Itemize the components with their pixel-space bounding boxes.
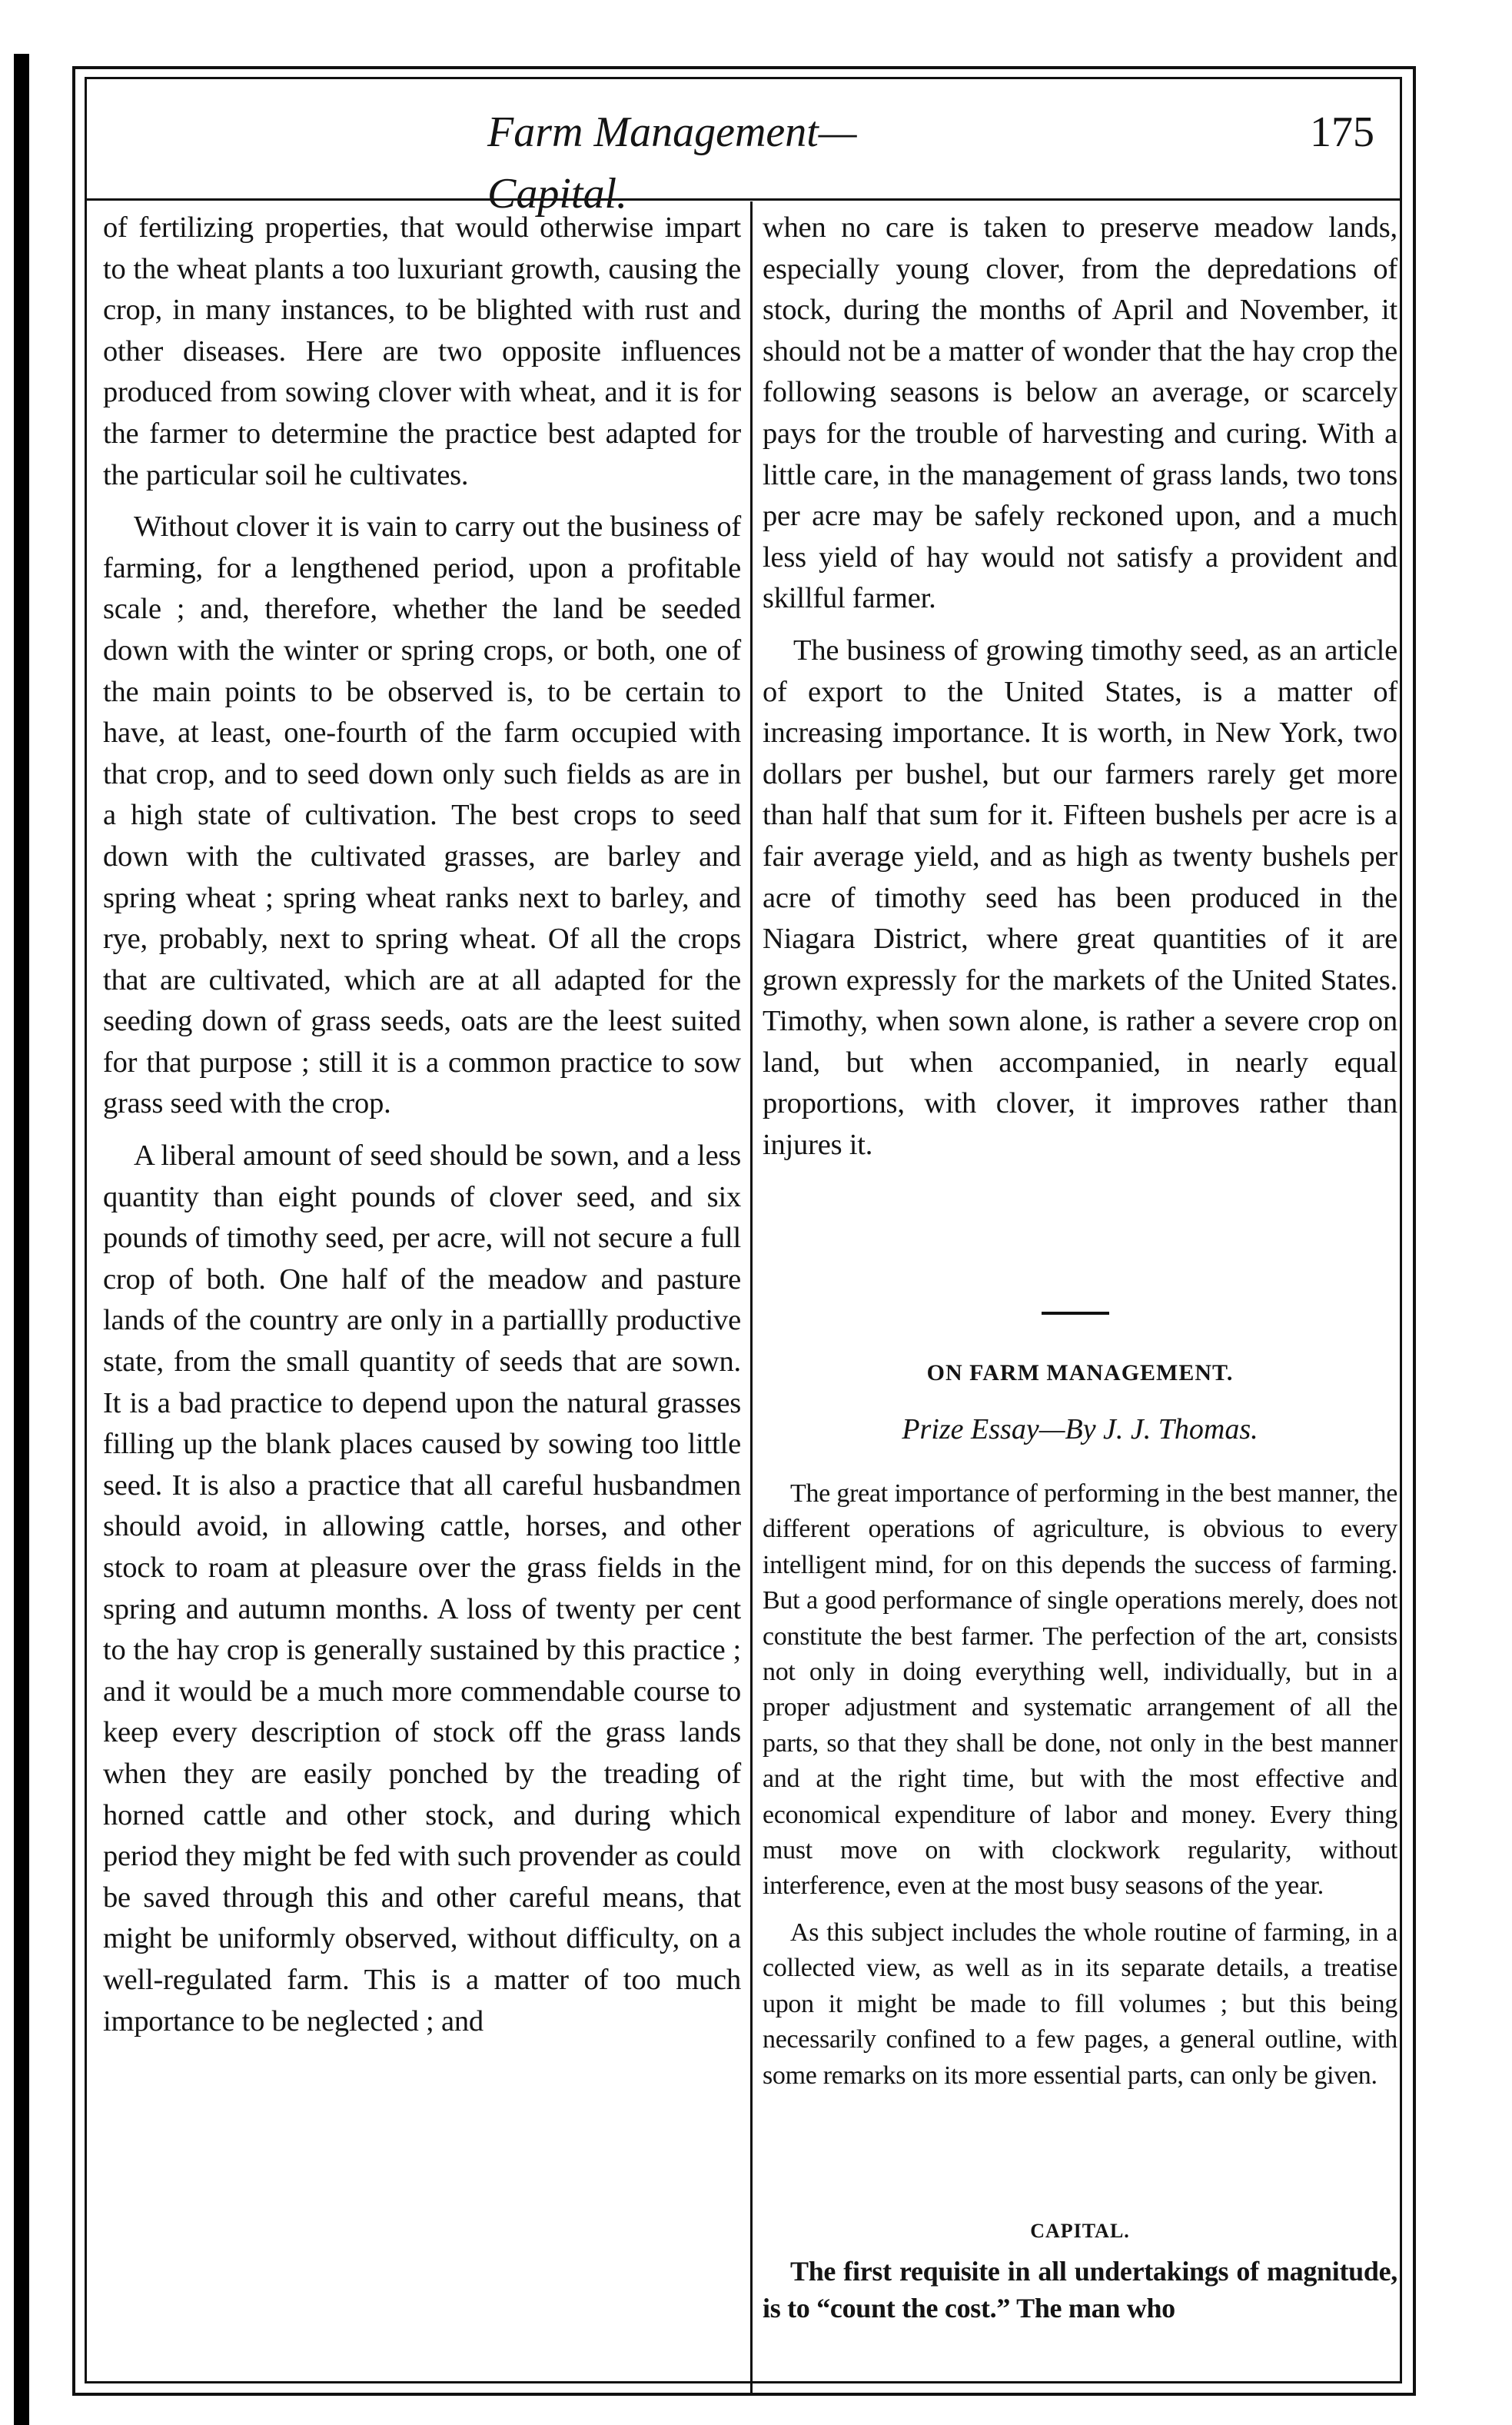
paragraph: of fertilizing properties, that would otherwise impart to the wheat plants a too luxuriant growth, causing the crop, in many instances, to be blighted with rust and other diseases. Here are two opposite influences produced from sowing clover with wheat, and it is for the farmer to determine the practice best adapted for the particular soil he cultivates. <box>103 211 741 491</box>
paragraph: The great importance of performing in the best manner, the different operations of agriculture, is obvious to every intelligent mind, for on this depends the success of farming. But a good performance of single operations merely, does not constitute the best farmer. The perfection of the art, consists not only in doing everything well, individually, but in a proper adjustment and systematic arrangement of all the parts, so that they shall be done, not only in the best manner and at the right time, but with the most effective and economical expenditure of labor and money. Every thing must move on with clockwork regularity, without interference, even at the most busy seasons of the year. <box>763 1479 1397 1901</box>
running-title: Farm Management—Capital. <box>487 108 857 218</box>
section-divider-rule <box>1042 1312 1109 1315</box>
book-spine-shadow <box>14 54 29 2425</box>
footer-rule <box>85 2393 1407 2396</box>
capital-section <box>763 2253 1397 2327</box>
subheading-capital: CAPITAL. <box>1030 2220 1130 2242</box>
paragraph: The business of growing timothy seed, as an article of export to the United States, is a matter of increasing importance. It is worth, in New York, two dollars per bushel, but our farmers rarely get more than half that sum for it. Fifteen bushels per acre is a fair average yield, and as high as twenty bushels per acre of timothy seed has been produced in the Niagara District, where great quantities of it are grown expressly for the markets of the United States. Timothy, when sown alone, is rather a severe crop on land, but when accompanied, in nearly equal proportions, with clover, it improves rather than injures it. <box>763 634 1397 1162</box>
paragraph: A liberal amount of seed should be sown, and a less quantity than eight pounds of clover seed, and six pounds of timothy seed, per acre, will not secure a full crop of both. One half of the meadow and pasture lands of the country are only in a partiallly productive state, from the small quantity of seeds that are sown. It is a bad practice to depend upon the natural grasses filling up the blank places caused by sowing too little seed. It is also a practice that all careful husbandmen should avoid, in allowing cattle, horses, and other stock to roam at pleasure over the grass fields in the spring and autumn months. A loss of twenty per cent to the hay crop is generally sustained by this practice ; and it would be a much more commendable course to keep every description of stock off the grass lands when they are easily ponched by the treading of horned cattle and other stock, and during which period they might be fed with such provender as could be saved through this and other careful means, that might be uniformly observed, without difficulty, on a well-regulated farm. This is a matter of too much importance to be neglected ; and <box>103 1139 741 2037</box>
essay-byline: Prize Essay—By J. J. Thomas. <box>902 1413 1258 1445</box>
paragraph: As this subject includes the whole routine of farming, in a collected view, as well as in its separate details, a treatise upon it might be made to fill volumes ; but this being necessarily confined to a few pages, a general outline, with some remarks on its more essential parts, can only be given. <box>763 1918 1397 2090</box>
column-divider <box>750 201 753 2393</box>
paragraph: Without clover it is vain to carry out the business of farming, for a lengthened period, upon a profitable scale ; and, therefore, whether the land be seeded down with the winter or spring crops, or both, one of the main points to be observed is, to be certain to have, at least, one-fourth of the farm occupied with that crop, and to seed down only such fields as are in a high state of cultivation. The best crops to seed down with the cultivated grasses, are barley and spring wheat ; spring wheat ranks next to barley, and rye, probably, next to spring wheat. Of all the crops that are cultivated, which are at all adapted for the seeding down of grass seeds, oats are the leest suited for that purpose ; still it is a common practice to sow grass seed with the crop. <box>103 511 741 1120</box>
page-number: 175 <box>1310 108 1374 156</box>
left-column <box>103 208 741 2042</box>
paragraph: The first requisite in all undertakings of magnitude, is to “count the cost.” The man who <box>763 2256 1397 2324</box>
essay-heading: ON FARM MANAGEMENT. <box>926 1360 1234 1385</box>
essay-body <box>763 1476 1397 2094</box>
paragraph: when no care is taken to preserve meadow lands, especially young clover, from the depredations of stock, during the months of April and November, it should not be a matter of wonder that the hay crop the following seasons is below an average, or scarcely pays for the trouble of harvesting and curing. With a little care, in the management of grass lands, two tons per acre may be safely reckoned upon, and a much less yield of hay would not satisfy a provident and skillful farmer. <box>763 211 1397 615</box>
right-column <box>763 208 1397 1166</box>
